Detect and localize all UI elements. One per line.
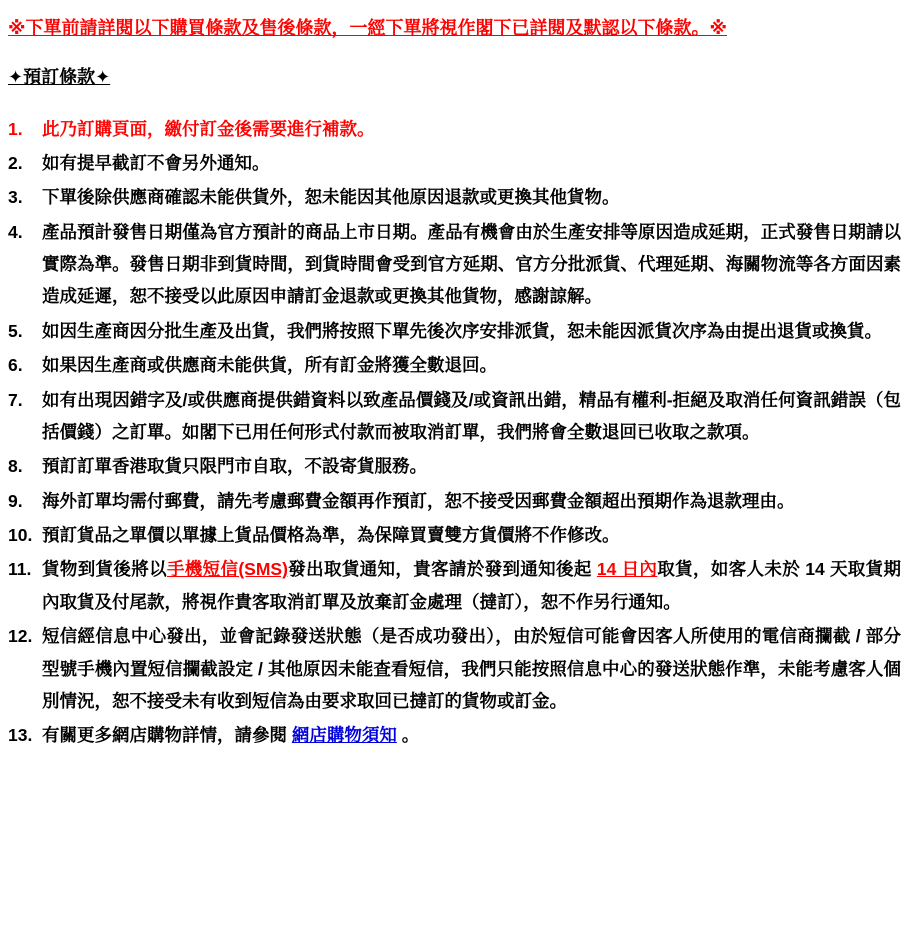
term-text <box>42 384 901 449</box>
term-segment: 。 <box>396 725 420 746</box>
term-segment: 此乃訂購頁面，繳付訂金後需要進行補款。 <box>42 118 375 139</box>
term-text <box>42 113 901 145</box>
sms-highlight: 手機短信(SMS) <box>166 559 288 580</box>
term-number: 3. <box>8 187 23 208</box>
term-segment: 如有提早截訂不會另外通知。 <box>42 152 270 173</box>
term-segment: 如因生產商因分批生產及出貨，我們將按照下單先後次序安排派貨，恕未能因派貨次序為由提出退貨或換貨。 <box>42 320 882 341</box>
term-number: 2. <box>8 152 23 173</box>
term-number: 1. <box>8 118 23 139</box>
term-text <box>42 181 901 213</box>
term-segment: 預訂貨品之單價以單據上貨品價格為準，為保障買賣雙方貨價將不作修改。 <box>42 525 620 546</box>
term-segment: 發出取貨通知，貴客請於發到通知後起 <box>287 559 597 580</box>
terms-list <box>8 113 901 752</box>
term-number: 6. <box>8 355 23 376</box>
term-segment: 如有出現因錯字及/或供應商提供錯資料以致產品價錢及/或資訊出錯，精品有權利-拒絕及取消任何資訊錯誤（包括價錢）之訂單。如閣下已用任何形式付款而被取消訂單，我們將會全數退回已收取之款項。 <box>42 389 901 442</box>
page-title: ※下單前請詳閱以下購買條款及售後條款，一經下單將視作閣下已詳閱及默認以下條款。※ <box>8 18 727 38</box>
term-text <box>42 485 901 517</box>
pickup-deadline-highlight: 14 日內 <box>596 559 658 580</box>
term-item <box>8 181 901 213</box>
term-item <box>8 216 901 313</box>
term-number: 13. <box>8 725 33 746</box>
shop-guide-link[interactable]: 網店購物須知 <box>291 725 397 746</box>
term-item <box>8 553 901 618</box>
term-segment: 如果因生產商或供應商未能供貨，所有訂金將獲全數退回。 <box>42 355 497 376</box>
term-text <box>42 147 901 179</box>
term-item <box>8 113 901 145</box>
term-number: 4. <box>8 221 23 242</box>
term-item <box>8 349 901 381</box>
term-segment: 有關更多網店購物詳情，請參閱 <box>42 725 292 746</box>
term-number: 11. <box>8 559 32 580</box>
term-number: 7. <box>8 389 23 410</box>
term-item <box>8 485 901 517</box>
term-item <box>8 315 901 347</box>
term-text <box>42 620 901 717</box>
term-number: 10. <box>8 525 33 546</box>
term-number: 8. <box>8 456 23 477</box>
term-item <box>8 384 901 449</box>
preorder-terms-heading: ✦預訂條款✦ <box>8 67 111 88</box>
term-number: 12. <box>8 626 33 647</box>
term-item <box>8 719 901 751</box>
term-text <box>42 553 901 618</box>
term-item <box>8 450 901 482</box>
term-segment: 短信經信息中心發出，並會記錄發送狀態（是否成功發出），由於短信可能會因客人所使用的電信商攔截 / 部分型號手機內置短信攔截設定 / 其他原因未能查看短信，我們只能按照信息中心的發送狀態作準，未能考慮客人個別情況，恕不接受未有收到短信為由要求取回已撻訂的貨物或訂金。 <box>42 626 901 711</box>
term-segment: 產品預計發售日期僅為官方預計的商品上市日期。產品有機會由於生產安排等原因造成延期，正式發售日期請以實際為準。發售日期非到貨時間，到貨時間會受到官方延期、官方分批派貨、代理延期、海關物流等各方面因素造成延遲，恕不接受以此原因申請訂金退款或更換其他貨物，感謝諒解。 <box>42 221 901 307</box>
term-segment: 下單後除供應商確認未能供貨外，恕未能因其他原因退款或更換其他貨物。 <box>42 187 620 208</box>
term-segment: 海外訂單均需付郵費，請先考慮郵費金額再作預訂，恕不接受因郵費金額超出預期作為退款理由。 <box>42 490 795 511</box>
term-item <box>8 620 901 717</box>
term-segment: 貨物到貨後將以 <box>42 559 167 580</box>
term-number: 9. <box>8 490 23 511</box>
term-text <box>42 315 901 347</box>
term-segment: 取貨，如客人未於 14 天取貨期內取貨及付尾款，將視作貴客取消訂單及放棄訂金處理（撻訂），恕不作另行通知。 <box>42 559 901 612</box>
term-text <box>42 450 901 482</box>
term-segment: 預訂訂單香港取貨只限門市自取，不設寄貨服務。 <box>42 456 427 477</box>
term-text <box>42 216 901 313</box>
term-text <box>42 349 901 381</box>
term-item <box>8 519 901 551</box>
term-number: 5. <box>8 320 23 341</box>
term-text <box>42 519 901 551</box>
term-item <box>8 147 901 179</box>
term-text <box>42 719 901 751</box>
